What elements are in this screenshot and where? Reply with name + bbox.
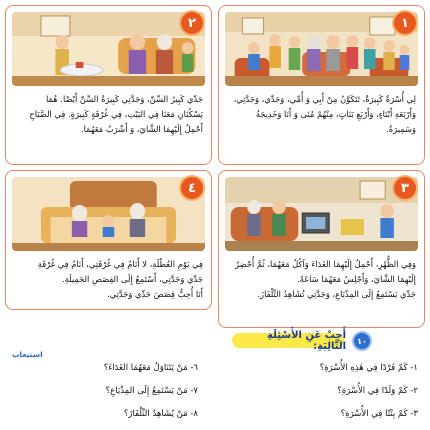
illustration-radio-tv: [225, 177, 418, 251]
illustration-bedtime-story: [12, 177, 205, 251]
panel-text: وَفِي الظُّهْرِ، أَحْمِلُ إِلَيْهِمَا الغَدَاءَ وَآكُلُ مَعَهُمَا، ثُمَّ أُحْضِرُ إِلَيْهِمَا الشَّايَ، وَأَجْلِسُ مَعَهُمَا سَاعَةً. جَدِّي يَسْتَمِعُ إِلَى المِذْيَاعِ، وَجَدَّتِي تُشَاهِدُ التِّلْفَازَ.: [235, 259, 416, 299]
story-panel-4: [5, 170, 212, 310]
side-label: استيعاب: [12, 350, 43, 359]
exercise-title-text: أَجِبْ عَنِ الأَسْئِلَةِ التَّالِيَةِ:: [267, 330, 346, 352]
panel-number-badge: ٢: [179, 10, 205, 36]
question-1: ١- كَمْ فَرْدًا فِي هٰذِهِ الأُسْرَةِ؟: [319, 363, 418, 373]
exercise-title: [232, 330, 352, 352]
panel-number-badge: ١: [392, 10, 418, 36]
question-2: ٢- كَمْ وَلَدًا فِي الأُسْرَةِ؟: [337, 386, 418, 396]
question-7: ٧- مَنْ يَسْتَمِعُ إِلَى المِذْيَاعِ؟: [105, 386, 198, 396]
panel-number-badge: ٣: [392, 175, 418, 201]
panel-number-badge: ٤: [179, 175, 205, 201]
exercise-number-badge: ١٠: [352, 331, 372, 351]
illustration-family-group: [225, 12, 418, 86]
panel-text: لِي أُسْرَةٌ كَبِيرَةٌ، تَتَكَوَّنُ مِنْ أَبِي وَ أُمِّي، وَجَدِّي، وَجَدَّتِي، وَأَرْبَعَةِ أَبْنَاءٍ، وَأَرْبَعِ بَنَاتٍ، مِنْهُمْ مُنَى وَ أَنَا وَخَدِيجَةُ وَسَمِيرَةُ.: [233, 94, 416, 134]
panel-text: فِي يَوْمِ العُطْلَةِ، لا أَنَامُ فِي غُرْفَتِي، أَنَامُ فِي غُرْفَةِ جَدِّي وَجَدَّتِي، أَسْتَمِعُ إِلَى القِصَصِ الجَمِيلَةِ. أَنَا أُحِبُّ قِصَصَ جَدِّي وَجَدَّتِي.: [37, 259, 203, 299]
question-3: ٣- كَمْ بِنْتًا فِي الأُسْرَةِ؟: [340, 409, 418, 419]
story-panel-2: [5, 5, 212, 165]
panel-text: جَدِّي كَبِيرُ السِّنِّ، وَجَدَّتِي كَبِيرَةُ السِّنِّ أَيْضًا. هُمَا يَسْكُنَانِ مَعَنَا فِي البَيْتِ، فِي غُرْفَةٍ كَبِيرَةٍ. فِي الصَّبَاحِ أَحْمِلُ إِلَيْهِمَا الشَّايَ، وَ أَشْرَبُ مَعَهُمَا.: [29, 94, 203, 134]
story-panel-3: [218, 170, 425, 328]
question-8: ٨- مَنْ يُشَاهِدُ التِّلْفَازَ؟: [123, 409, 198, 419]
illustration-grandparents-tea: [12, 12, 205, 86]
story-panel-1: [218, 5, 425, 165]
question-6: ٦- مَنْ يَتَنَاوَلُ مَعَهُمَا الغَدَاءَ؟: [103, 363, 198, 373]
